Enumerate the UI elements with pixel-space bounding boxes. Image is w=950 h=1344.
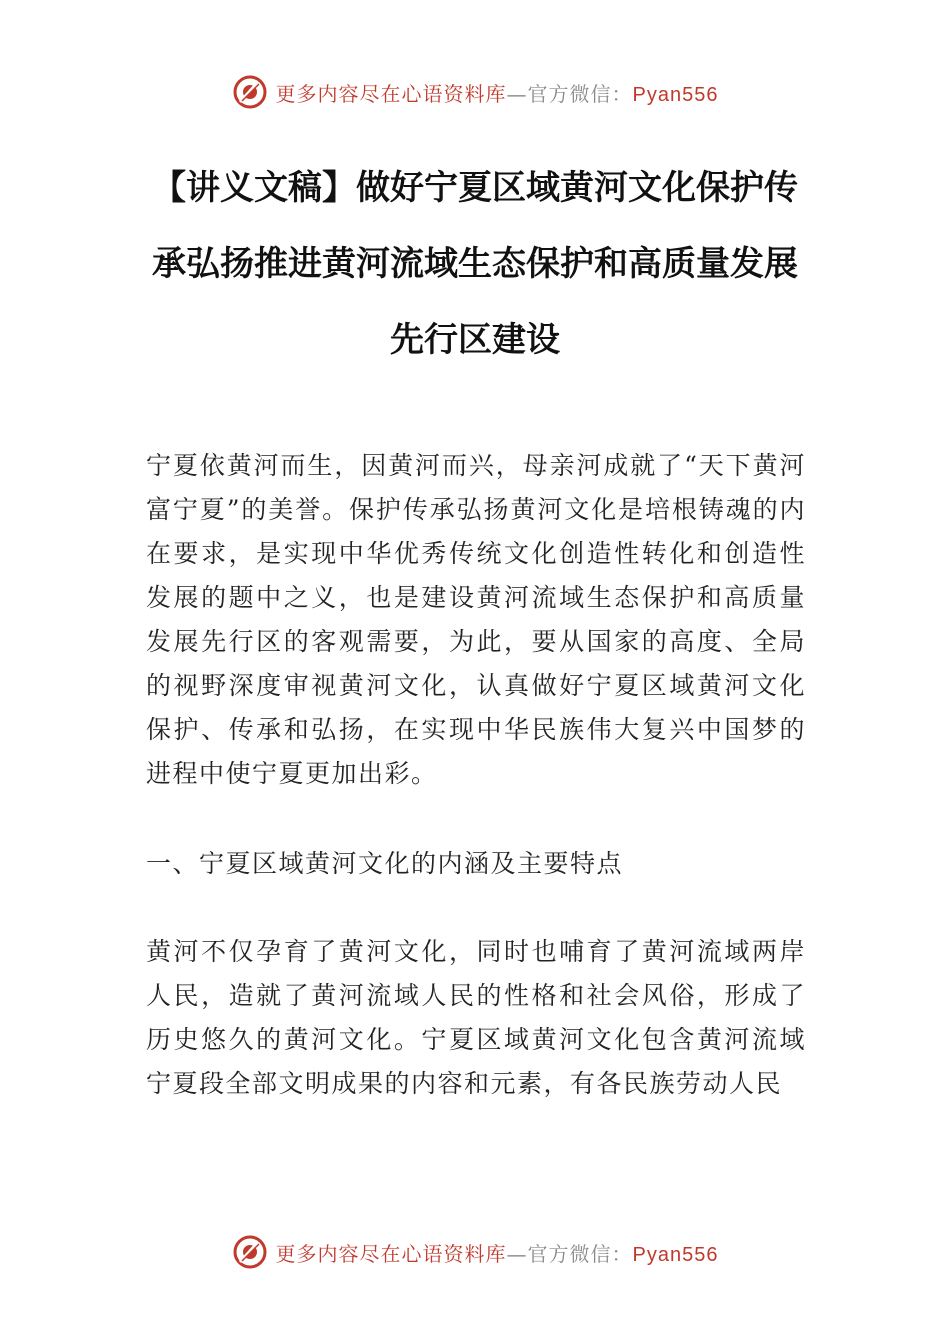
banner-promo: 更多内容尽在心语资料库	[275, 1241, 507, 1266]
header-banner	[0, 70, 950, 114]
logo-icon	[232, 1234, 268, 1270]
banner-text	[276, 1238, 719, 1267]
footer-banner	[0, 1230, 950, 1274]
logo-icon	[232, 74, 268, 110]
banner-wechat-label: 官方微信：	[527, 81, 633, 106]
banner-wechat-id: Pyan556	[632, 1243, 719, 1266]
paragraph-intro: 宁夏依黄河而生，因黄河而兴，母亲河成就了“天下黄河富宁夏”的美誉。保护传承弘扬黄河文化是培根铸魂的内在要求，是实现中华优秀传统文化创造性转化和创造性发展的题中之义，也是建设黄河流域生态保护和高质量发展先行区的客观需要，为此，要从国家的高度、全局的视野深度审视黄河文化，认真做好宁夏区域黄河文化保护、传承和弘扬，在实现中华民族伟大复兴中国梦的进程中使宁夏更加出彩。	[146, 451, 806, 788]
banner-separator: —	[506, 81, 528, 106]
banner-wechat-label: 官方微信：	[527, 1241, 633, 1266]
banner-separator: —	[506, 1241, 528, 1266]
paragraph-body: 黄河不仅孕育了黄河文化，同时也哺育了黄河流域两岸人民，造就了黄河流域人民的性格和社会风俗，形成了历史悠久的黄河文化。宁夏区域黄河文化包含黄河流域宁夏段全部文明成果的内容和元素，有各民族劳动人民	[146, 937, 806, 1098]
document-title: 【讲义文稿】做好宁夏区域黄河文化保护传承弘扬推进黄河流域生态保护和高质量发展先行区建设	[152, 168, 798, 360]
section-heading: 一、宁夏区域黄河文化的内涵及主要特点	[146, 849, 624, 878]
banner-wechat-id: Pyan556	[632, 83, 719, 106]
banner-text	[276, 78, 719, 107]
banner-promo: 更多内容尽在心语资料库	[275, 81, 507, 106]
